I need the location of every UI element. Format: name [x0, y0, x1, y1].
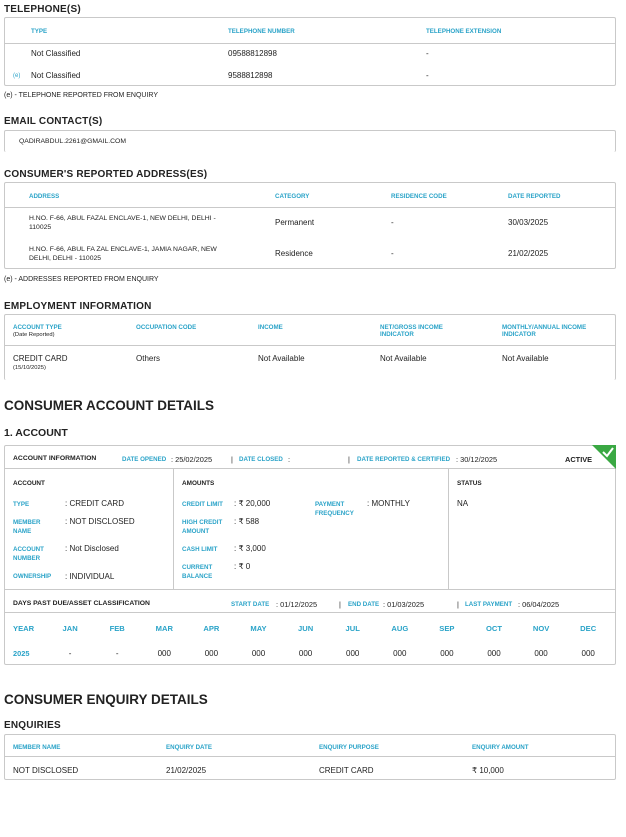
account-info-label: ACCOUNT INFORMATION: [13, 455, 97, 462]
last-payment-label: LAST PAYMENT: [465, 601, 513, 608]
th-enquiry-purpose: ENQUIRY PURPOSE: [319, 744, 379, 751]
th-enquiry-amount: ENQUIRY AMOUNT: [472, 744, 529, 751]
payment-frequency-label-2: FREQUENCY: [315, 510, 354, 517]
emp-account-type: CREDIT CARD: [13, 354, 68, 363]
address-row-1-line1: H.NO. F-66, ABUL FAZAL ENCLAVE-1, NEW DELHI, DELHI -: [29, 215, 216, 222]
dpd-year-value: 2025: [13, 649, 30, 658]
employment-title: EMPLOYMENT INFORMATION: [4, 301, 152, 312]
th-net-gross-2: INDICATOR: [380, 331, 414, 338]
date-opened-label: DATE OPENED: [122, 456, 167, 463]
address-row-2-line2: DELHI, DELHI - 110025: [29, 255, 102, 262]
addresses-table: [4, 182, 616, 269]
th-address: ADDRESS: [29, 193, 60, 200]
dpd-month-year: YEAR: [13, 624, 35, 633]
th-date-reported: DATE REPORTED: [508, 193, 561, 200]
current-balance-label-2: BALANCE: [182, 573, 213, 580]
start-date-label: START DATE: [231, 601, 270, 608]
address-row-2-line1: H.NO. F-66, ABUL FA ZAL ENCLAVE-1, JAMIA NAGAR, NEW: [29, 246, 217, 253]
enquiry-date: 21/02/2025: [166, 766, 207, 775]
phone-row-2-marker: (e): [13, 73, 21, 79]
member-value: : NOT DISCLOSED: [65, 517, 135, 526]
dpd-month-nov: NOV: [532, 624, 550, 633]
dpd-month-oct: OCT: [485, 624, 503, 633]
address-row-2-code: -: [391, 249, 394, 258]
email-box: [4, 130, 616, 152]
dpd-month-may: MAY: [250, 624, 267, 633]
addresses-note: (e) - ADDRESSES REPORTED FROM ENQUIRY: [4, 276, 159, 283]
cash-limit-value: : ₹ 3,000: [234, 544, 266, 553]
account-number-label-1: ACCOUNT: [13, 546, 44, 553]
dpd-month-mar: MAR: [155, 624, 173, 633]
dpd-value-nov: 000: [534, 649, 548, 658]
date-closed-value: :: [288, 455, 291, 464]
phone-row-1-number: 09588812898: [228, 49, 277, 58]
date-reported-label: DATE REPORTED & CERTIFIED: [357, 456, 451, 463]
enquiry-title: CONSUMER ENQUIRY DETAILS: [4, 692, 208, 707]
addresses-title: CONSUMER'S REPORTED ADDRESS(ES): [4, 169, 208, 180]
payment-frequency-label-1: PAYMENT: [315, 501, 345, 508]
phone-row-2-type: Not Classified: [31, 71, 81, 80]
current-balance-label-1: CURRENT: [182, 564, 213, 571]
ownership-value: : INDIVIDUAL: [65, 572, 115, 581]
enquiry-table: [4, 734, 616, 780]
emp-occupation: Others: [136, 354, 161, 363]
dpd-value-aug: 000: [393, 649, 407, 658]
address-row-2-date: 21/02/2025: [508, 249, 549, 258]
type-value: : CREDIT CARD: [65, 499, 124, 508]
ownership-label: OWNERSHIP: [13, 573, 52, 580]
account-subtitle: 1. ACCOUNT: [4, 427, 68, 439]
dpd-value-sep: 000: [440, 649, 454, 658]
account-number-value: : Not Disclosed: [65, 544, 119, 553]
credit-limit-label: CREDIT LIMIT: [182, 501, 223, 508]
th-enquiry-date: ENQUIRY DATE: [166, 744, 212, 751]
dpd-value-apr: 000: [204, 649, 219, 658]
separator-4: |: [457, 600, 459, 609]
status-badge: ACTIVE: [565, 455, 593, 464]
separator-2: |: [348, 455, 350, 464]
dpd-month-jan: JAN: [62, 624, 78, 633]
telephones-note: (e) - TELEPHONE REPORTED FROM ENQUIRY: [4, 92, 159, 99]
th-date-reported-sub: (Date Reported): [13, 332, 55, 338]
active-check-icon: [592, 445, 616, 469]
emp-monthly-annual: Not Available: [502, 354, 549, 363]
dpd-month-aug: AUG: [391, 624, 409, 633]
dpd-value-feb: -: [115, 649, 119, 658]
high-credit-label-2: AMOUNT: [182, 528, 210, 535]
th-telephone-extension: TELEPHONE EXTENSION: [426, 28, 502, 35]
payment-frequency-label: [315, 500, 354, 518]
start-date-value: : 01/12/2025: [276, 600, 318, 609]
enquiry-amount: ₹ 10,000: [472, 766, 504, 775]
cash-limit-label: CASH LIMIT: [182, 546, 218, 553]
payment-frequency-value: : MONTHLY: [367, 499, 410, 508]
dpd-value-jul: 000: [346, 649, 360, 658]
th-monthly-annual-2: INDICATOR: [502, 331, 536, 338]
th-telephone-number: TELEPHONE NUMBER: [228, 28, 295, 35]
type-label: TYPE: [13, 501, 30, 508]
employment-table: [4, 314, 616, 380]
account-col-title: ACCOUNT: [13, 480, 45, 487]
th-net-gross-1: NET/GROSS INCOME: [380, 324, 443, 331]
end-date-value: : 01/03/2025: [383, 600, 425, 609]
th-member-name: MEMBER NAME: [13, 744, 61, 751]
address-row-1-line2: 110025: [29, 224, 52, 231]
phone-row-1-ext: -: [426, 49, 429, 58]
address-row-1: [29, 214, 216, 232]
amounts-col-title: AMOUNTS: [182, 480, 215, 487]
separator-3: |: [339, 600, 341, 609]
dpd-month-jul: JUL: [345, 624, 360, 633]
th-occupation-code: OCCUPATION CODE: [136, 324, 197, 331]
phone-row-2-number: 9588812898: [228, 71, 273, 80]
enquiries-subtitle: ENQUIRIES: [4, 720, 61, 731]
th-account-type: ACCOUNT TYPE: [13, 324, 62, 331]
th-type: TYPE: [31, 28, 48, 35]
address-row-2-category: Residence: [275, 249, 313, 258]
th-monthly-annual: [502, 324, 586, 338]
email-title: EMAIL CONTACT(S): [4, 116, 103, 127]
dpd-label: DAYS PAST DUE/ASSET CLASSIFICATION: [13, 600, 150, 607]
enquiry-purpose: CREDIT CARD: [319, 766, 374, 775]
th-residence-code: RESIDENCE CODE: [391, 193, 447, 200]
dpd-value-may: 000: [251, 649, 266, 658]
dpd-month-feb: FEB: [109, 624, 125, 633]
date-opened-value: : 25/02/2025: [171, 455, 213, 464]
emp-net-gross: Not Available: [380, 354, 427, 363]
th-net-gross: [380, 324, 443, 338]
date-reported-value: : 30/12/2025: [456, 455, 498, 464]
address-row-1-date: 30/03/2025: [508, 218, 549, 227]
phone-row-2-ext: -: [426, 71, 429, 80]
dpd-month-dec: DEC: [580, 624, 597, 633]
current-balance-value: : ₹ 0: [234, 562, 251, 571]
date-closed-label: DATE CLOSED: [239, 456, 283, 463]
address-row-1-category: Permanent: [275, 218, 315, 227]
dpd-month-sep: SEP: [439, 624, 455, 633]
account-details-title: CONSUMER ACCOUNT DETAILS: [4, 398, 214, 413]
status-col-title: STATUS: [457, 480, 482, 487]
address-row-1-code: -: [391, 218, 394, 227]
dpd-month-apr: APR: [203, 624, 220, 633]
th-category: CATEGORY: [275, 193, 310, 200]
high-credit-label-1: HIGH CREDIT: [182, 519, 223, 526]
dpd-value-mar: 000: [157, 649, 171, 658]
th-income: INCOME: [258, 324, 283, 331]
dpd-month-jun: JUN: [297, 624, 314, 633]
member-label: [13, 518, 41, 536]
dpd-value-oct: 000: [487, 649, 501, 658]
member-label-1: MEMBER: [13, 519, 41, 526]
telephones-title: TELEPHONE(S): [4, 4, 81, 15]
account-card: [4, 445, 616, 665]
account-number-label: [13, 545, 44, 563]
dpd-value-jun: 000: [298, 649, 313, 658]
high-credit-value: : ₹ 588: [234, 517, 260, 526]
enquiry-member: NOT DISCLOSED: [13, 766, 79, 775]
dpd-value-jan: -: [68, 649, 72, 658]
dpd-value-dec: 000: [581, 649, 595, 658]
end-date-label: END DATE: [348, 601, 380, 608]
address-row-2: [29, 245, 217, 263]
credit-limit-value: : ₹ 20,000: [234, 499, 271, 508]
high-credit-label: [182, 518, 222, 536]
email-value: QADIRABDUL.2261@GMAIL.COM: [19, 138, 126, 145]
current-balance-label: [182, 563, 212, 581]
member-label-2: NAME: [13, 528, 32, 535]
account-number-label-2: NUMBER: [13, 555, 41, 562]
emp-income: Not Available: [258, 354, 305, 363]
status-value: NA: [457, 499, 469, 508]
emp-date: (15/10/2025): [13, 365, 46, 371]
phone-row-1-type: Not Classified: [31, 49, 81, 58]
separator-1: |: [231, 455, 233, 464]
th-monthly-annual-1: MONTHLY/ANNUAL INCOME: [502, 324, 587, 331]
last-payment-value: : 06/04/2025: [518, 600, 560, 609]
telephones-table: [4, 17, 616, 86]
